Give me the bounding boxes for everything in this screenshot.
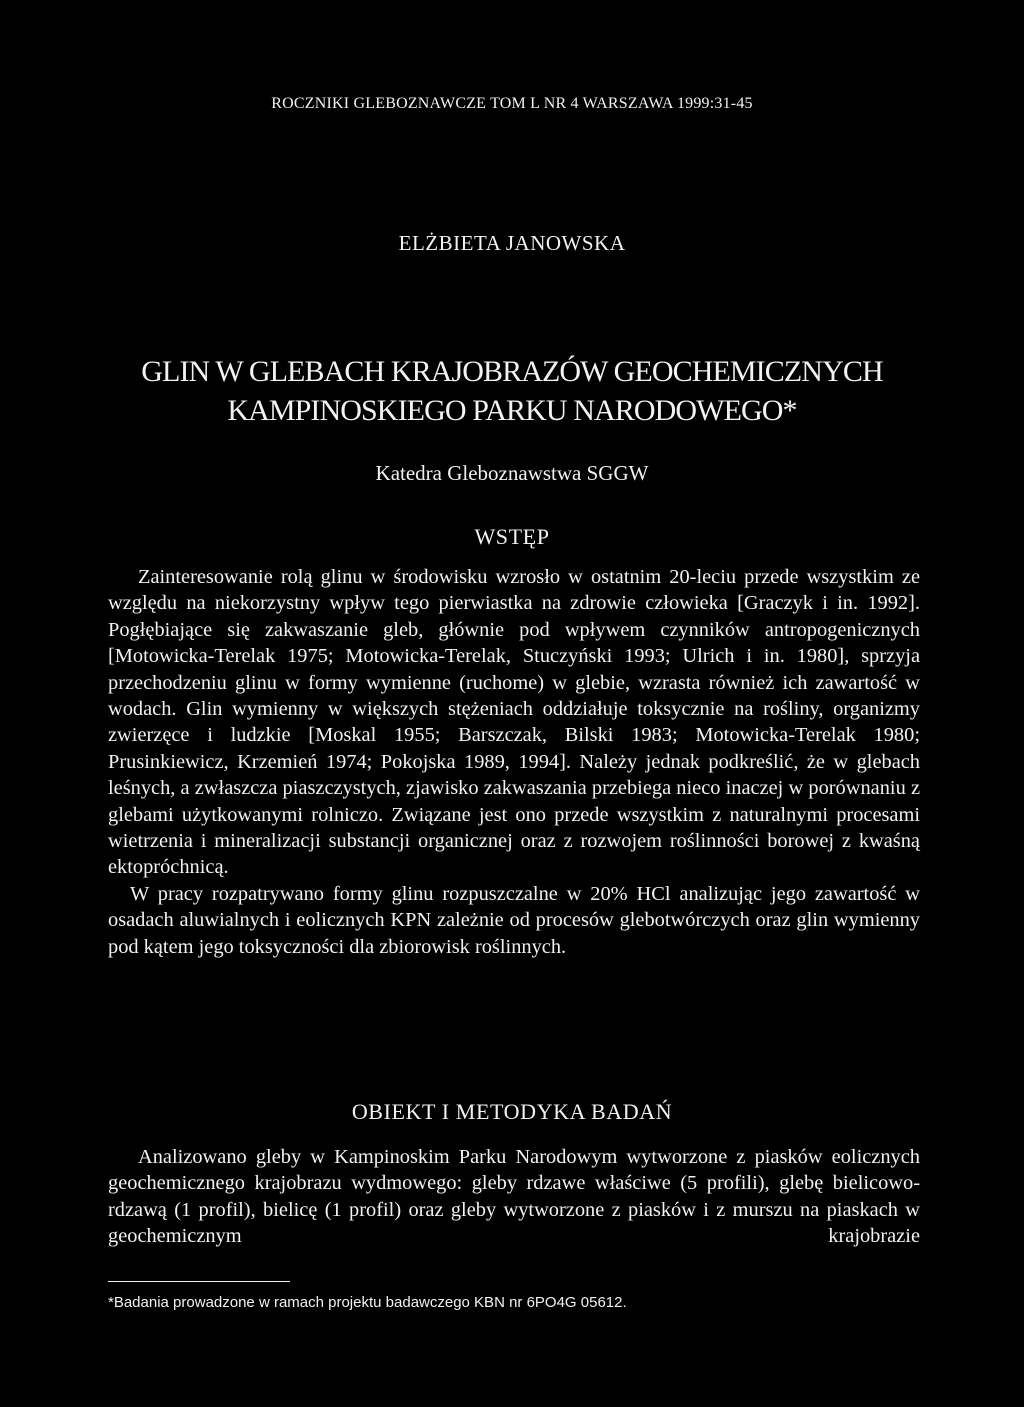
author-name: ELŻBIETA JANOWSKA [398, 231, 626, 255]
footnote-divider [108, 1281, 290, 1282]
paragraph: W pracy rozpatrywano formy glinu rozpuszczalne w 20% HCl analizując jego zawartość w osadach aluwialnych i eolicznych KPN zależnie od procesów glebotwórczych oraz glin wymienny pod kątem jego toksyczności dla zbiorowisk roślinnych. [108, 882, 920, 958]
title-line-2: KAMPINOSKIEGO PARKU NARODOWEGO* [227, 394, 797, 427]
paragraph: Zainteresowanie rolą glinu w środowisku wzrosło w ostatnim 20-leciu przede wszystkim ze względu na niekorzystny wpływ tego pierwiastka na zdrowie człowieka [Graczyk i in. 1992]. Pogłębiające się zakwaszanie gleb, głównie pod wpływem czynników antropogenicznych [Motowicka-Terelak 1975; Motowicka-Terelak, Stuczyński 1993; Ulrich i in. 1980], sprzyja przechodzeniu glinu w formy wymienne (ruchome) w glebie, wzrasta również ich zawartość w wodach. Glin wymienny w większych stężeniach oddziałuje toksycznie na rośliny, organizmy zwierzęce i ludzkie [Moskal 1955; Barszczak, Bilski 1983; Motowicka-Terelak 1980; Prusinkiewicz, Krzemień 1974; Pokojska 1989, 1994]. Należy jednak podkreślić, że w glebach leśnych, a zwłaszcza piaszczystych, zjawisko zakwaszania przebiega nieco inaczej w porównaniu z glebami użytkowanymi rolniczo. Związane jest ono przede wszystkim z naturalnymi procesami wietrzenia i mineralizacji substancji organicznej oraz z rozwojem roślinności borowej z kwaśną ektopróchnicą. [108, 566, 920, 879]
running-head: ROCZNIKI GLEBOZNAWCZE TOM L NR 4 WARSZAWA 1999:31-45 [271, 95, 753, 112]
affiliation: Katedra Gleboznawstwa SGGW [375, 461, 649, 485]
article-title [0, 352, 1024, 430]
section-body-obiekt [108, 1144, 920, 1250]
section-heading-wstep: WSTĘP [474, 524, 550, 549]
section-body-wstep [108, 564, 920, 960]
paragraph: Analizowano gleby w Kampinoskim Parku Narodowym wytworzone z piasków eolicznych geochemicznego krajobrazu wydmowego: gleby rdzawe właściwe (5 profili), glebę bielicowo-rdzawą (1 profil), bielicę (1 profil) oraz gleby wytworzone z piasków i z murszu na piaskach w geochemicznym krajobrazie [108, 1146, 920, 1248]
section-heading-obiekt: OBIEKT I METODYKA BADAŃ [351, 1099, 673, 1124]
title-line-1: GLIN W GLEBACH KRAJOBRAZÓW GEOCHEMICZNYCH [141, 355, 883, 388]
footnote: *Badania prowadzone w ramach projektu badawczego KBN nr 6PO4G 05612. [108, 1294, 627, 1311]
